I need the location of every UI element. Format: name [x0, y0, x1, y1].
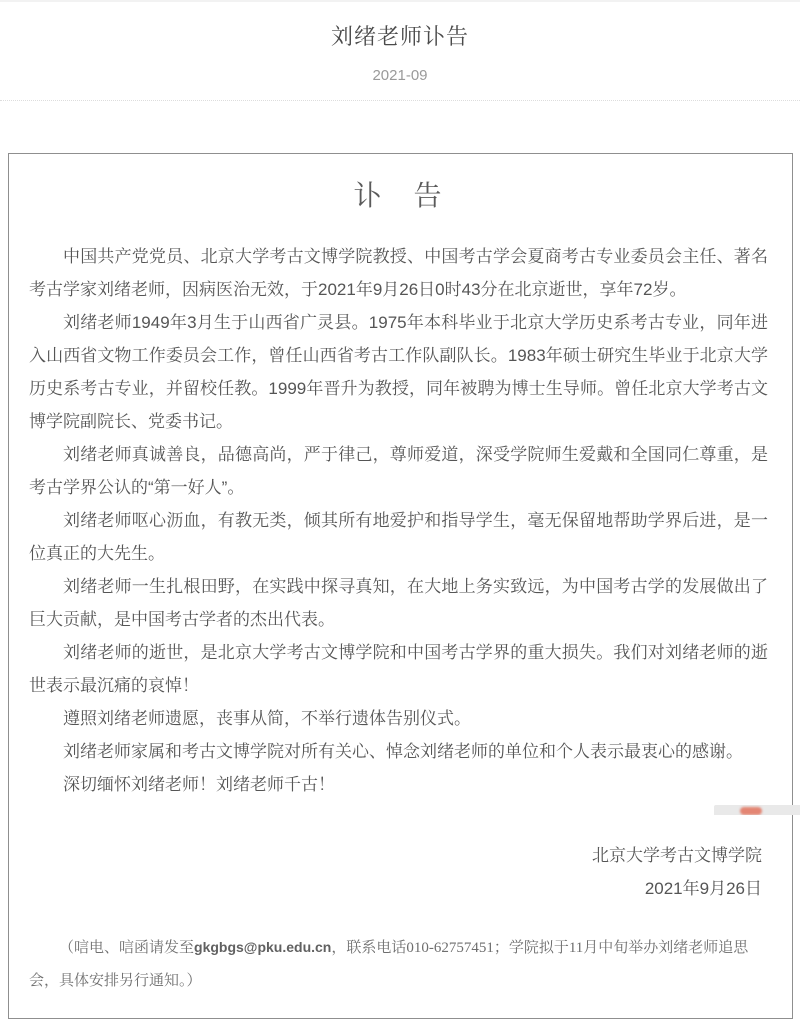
- signature-block: [29, 839, 768, 905]
- footnote-prefix: （唁电、唁函请发至: [59, 940, 195, 956]
- notice-paragraph: 深切缅怀刘绪老师！刘绪老师千古！: [63, 775, 335, 794]
- page-title: 刘绪老师讣告: [330, 24, 469, 49]
- notice-paragraph: 刘绪老师的逝世，是北京大学考古文博学院和中国考古学界的重大损失。我们对刘绪老师的逝世表示最沉痛的哀悼！: [29, 643, 768, 695]
- notice-paragraph: 刘绪老师呕心沥血，有教无类，倾其所有地爱护和指导学生，毫无保留地帮助学界后进，是一位真正的大先生。: [29, 511, 768, 563]
- notice-body: [29, 240, 768, 801]
- notice-heading: 讣 告: [353, 180, 444, 211]
- footnote-suffix: ，联系电话010-62757451；学院拟于11月中旬举办刘绪老师追思会，具体安排另行通知。）: [29, 940, 749, 989]
- notice-paragraph: 刘绪老师家属和考古文博学院对所有关心、悼念刘绪老师的单位和个人表示最衷心的感谢。: [63, 742, 743, 761]
- obituary-notice-box: [8, 153, 793, 1019]
- partial-logo-icon: [740, 807, 762, 815]
- contact-email[interactable]: gkgbgs@pku.edu.cn: [194, 939, 332, 955]
- notice-paragraph: 刘绪老师一生扎根田野，在实践中探寻真知，在大地上务实致远，为中国考古学的发展做出了巨大贡献，是中国考古学者的杰出代表。: [29, 577, 768, 629]
- signature-org: 北京大学考古文博学院: [592, 846, 762, 865]
- contact-footnote: [29, 931, 768, 998]
- notice-paragraph: 中国共产党党员、北京大学考古文博学院教授、中国考古学会夏商考古专业委员会主任、著名考古学家刘绪老师，因病医治无效，于2021年9月26日0时43分在北京逝世，享年72岁。: [29, 247, 768, 299]
- notice-paragraph: 刘绪老师1949年3月生于山西省广灵县。1975年本科毕业于北京大学历史系考古专业，同年进入山西省文物工作委员会工作，曾任山西省考古工作队副队长。1983年硕士研究生毕业于北京大学历史系考古专业，并留校任教。1999年晋升为教授，同年被聘为博士生导师。曾任北京大学考古文博学院副院长、党委书记。: [29, 313, 768, 431]
- page-header: [0, 2, 800, 101]
- publish-date: 2021-09: [372, 67, 428, 84]
- notice-paragraph: 遵照刘绪老师遗愿，丧事从简，不举行遗体告别仪式。: [63, 709, 471, 728]
- signature-date: 2021年9月26日: [644, 879, 762, 898]
- notice-paragraph: 刘绪老师真诚善良，品德高尚，严于律己，尊师爱道，深受学院师生爱戴和全国同仁尊重，是考古学界公认的“第一好人”。: [29, 445, 768, 497]
- bottom-right-partial-widget: [714, 805, 800, 815]
